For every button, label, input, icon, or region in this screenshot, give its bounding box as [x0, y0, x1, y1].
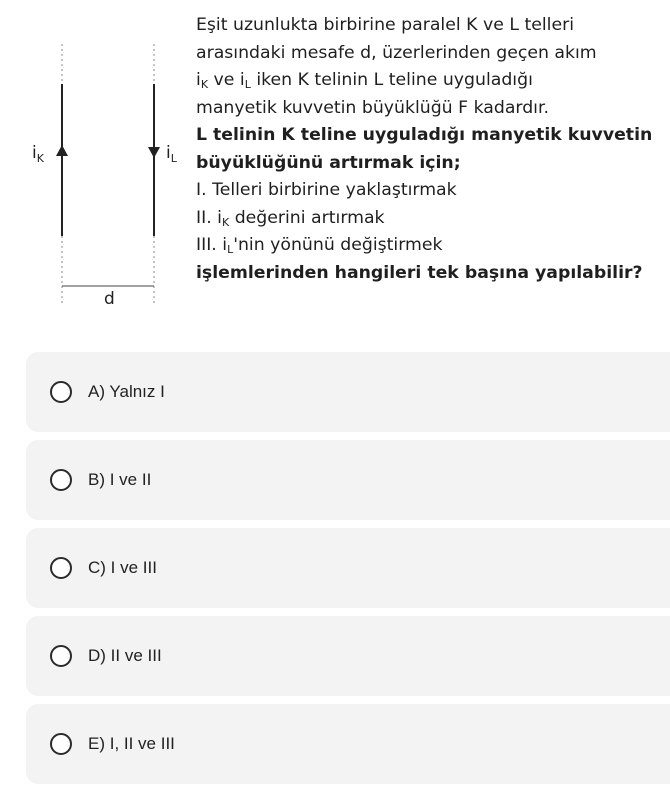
option-label: A) Yalnız I [88, 382, 165, 401]
question-text [196, 12, 666, 287]
question-ask: işlemlerinden hangileri tek başına yapılabilir? [196, 262, 643, 283]
radio-icon[interactable] [50, 469, 72, 491]
question-line: $i_K$ ve $i_L$ iken K telinin L teline uyguladığı [196, 70, 533, 91]
option-label: D) II ve III [88, 646, 162, 665]
option-label: E) I, II ve III [88, 734, 175, 753]
question-line-bold: L telinin K teline uyguladığı manyetik kuvvetin [196, 125, 653, 145]
radio-icon[interactable] [50, 557, 72, 579]
answer-options [26, 352, 670, 792]
option-e[interactable] [26, 704, 670, 784]
question-line: Eşit uzunlukta birbirine paralel K ve L telleri [196, 15, 575, 35]
statement-2: II. $i_K$ değerini artırmak [196, 207, 385, 229]
option-c[interactable] [26, 528, 670, 608]
distance-label: d [104, 289, 115, 309]
question-line: manyetik kuvvetin büyüklüğü F kadardır. [196, 97, 549, 118]
statement-1: I. Telleri birbirine yaklaştırmak [196, 180, 457, 200]
option-d[interactable] [26, 616, 670, 696]
radio-icon[interactable] [50, 733, 72, 755]
radio-icon[interactable] [50, 381, 72, 403]
current-l-label: $i_L$ [166, 143, 177, 165]
option-label: C) I ve III [88, 558, 157, 577]
option-label: B) I ve II [88, 470, 152, 489]
wires-figure [0, 38, 190, 318]
radio-icon[interactable] [50, 645, 72, 667]
question-line-bold: büyüklüğünü artırmak için; [196, 152, 461, 173]
statement-3: III. $i_L'nin$ yönünü değiştirmek [196, 235, 443, 256]
option-b[interactable] [26, 440, 670, 520]
current-k-label: $i_K$ [32, 143, 44, 165]
option-a[interactable] [26, 352, 670, 432]
question-line: arasındaki mesafe d, üzerlerinden geçen akım [196, 42, 597, 63]
current-k-arrow-icon [56, 145, 68, 156]
current-l-arrow-icon [148, 147, 160, 158]
